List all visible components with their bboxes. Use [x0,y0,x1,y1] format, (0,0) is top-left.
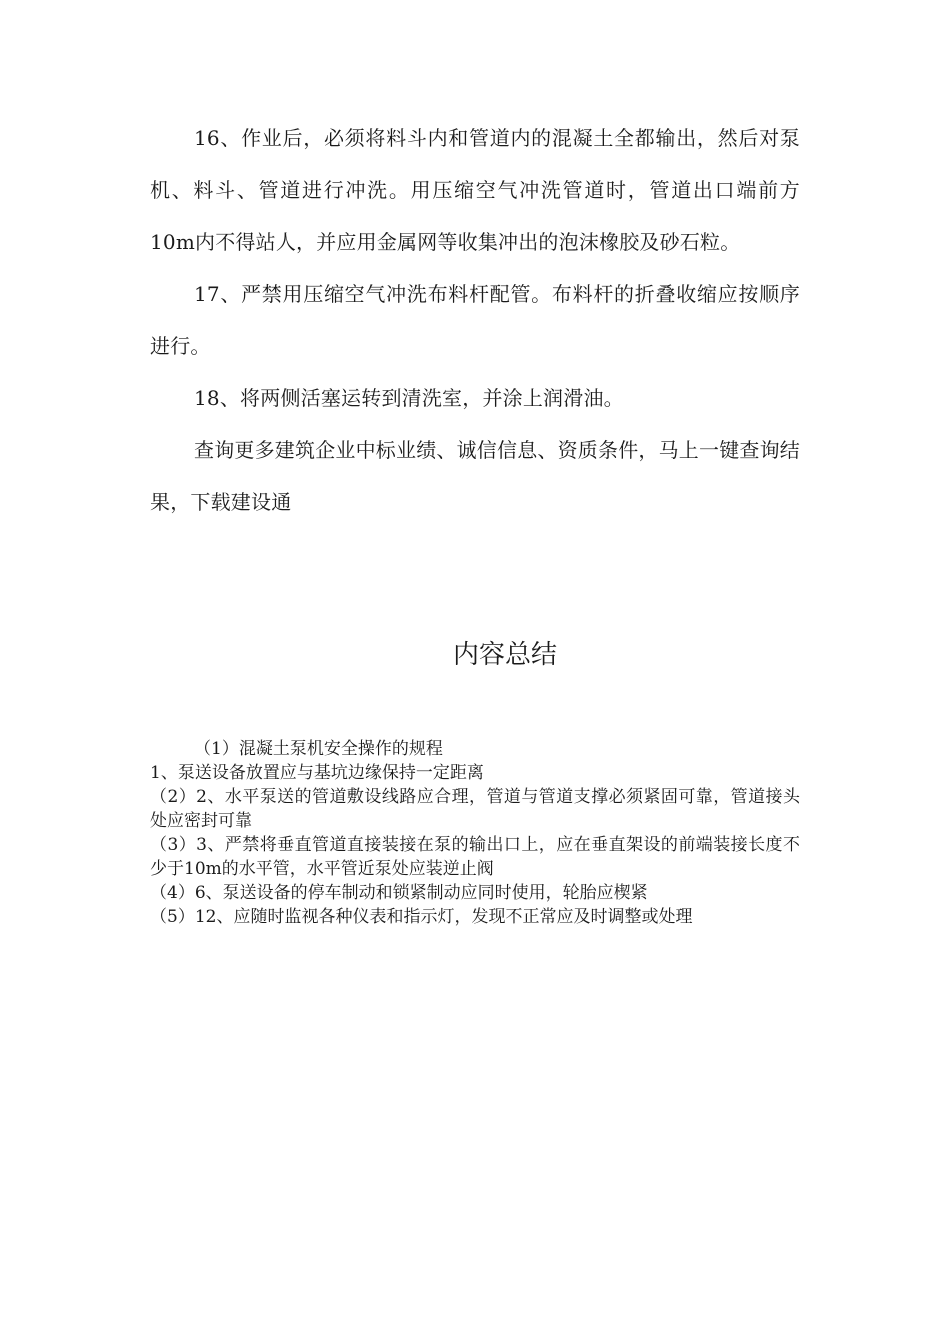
paragraph-16: 16、作业后，必须将料斗内和管道内的混凝土全都输出，然后对泵机、料斗、管道进行冲洗。用压缩空气冲洗管道时，管道出口端前方10m内不得站人，并应用金属网等收集冲出的泡沫橡胶及砂石粒。 [150,126,800,254]
promo-paragraph: 查询更多建筑企业中标业绩、诚信信息、资质条件，马上一键查询结果，下载建设通 [150,438,800,514]
summary-title: 内容总结 [452,640,557,670]
summary-item: （3）3、严禁将垂直管道直接装接在泵的输出口上，应在垂直架设的前端装接长度不少于10m的水平管，水平管近泵处应装逆止阀 [150,835,800,879]
summary-item: （4）6、泵送设备的停车制动和锁紧制动应同时使用，轮胎应楔紧 [150,883,648,903]
paragraph-18: 18、将两侧活塞运转到清洗室，并涂上润滑油。 [194,386,624,410]
paragraph-17: 17、严禁用压缩空气冲洗布料杆配管。布料杆的折叠收缩应按顺序进行。 [150,282,800,358]
summary-item: （2）2、水平泵送的管道敷设线路应合理，管道与管道支撑必须紧固可靠，管道接头处应密封可靠 [150,787,800,831]
summary-item: （5）12、应随时监视各种仪表和指示灯，发现不正常应及时调整或处理 [150,907,693,927]
summary-section [150,737,800,929]
summary-item: 1、泵送设备放置应与基坑边缘保持一定距离 [150,763,484,783]
summary-heading: （1）混凝土泵机安全操作的规程 [194,739,443,759]
body-text [150,112,800,528]
